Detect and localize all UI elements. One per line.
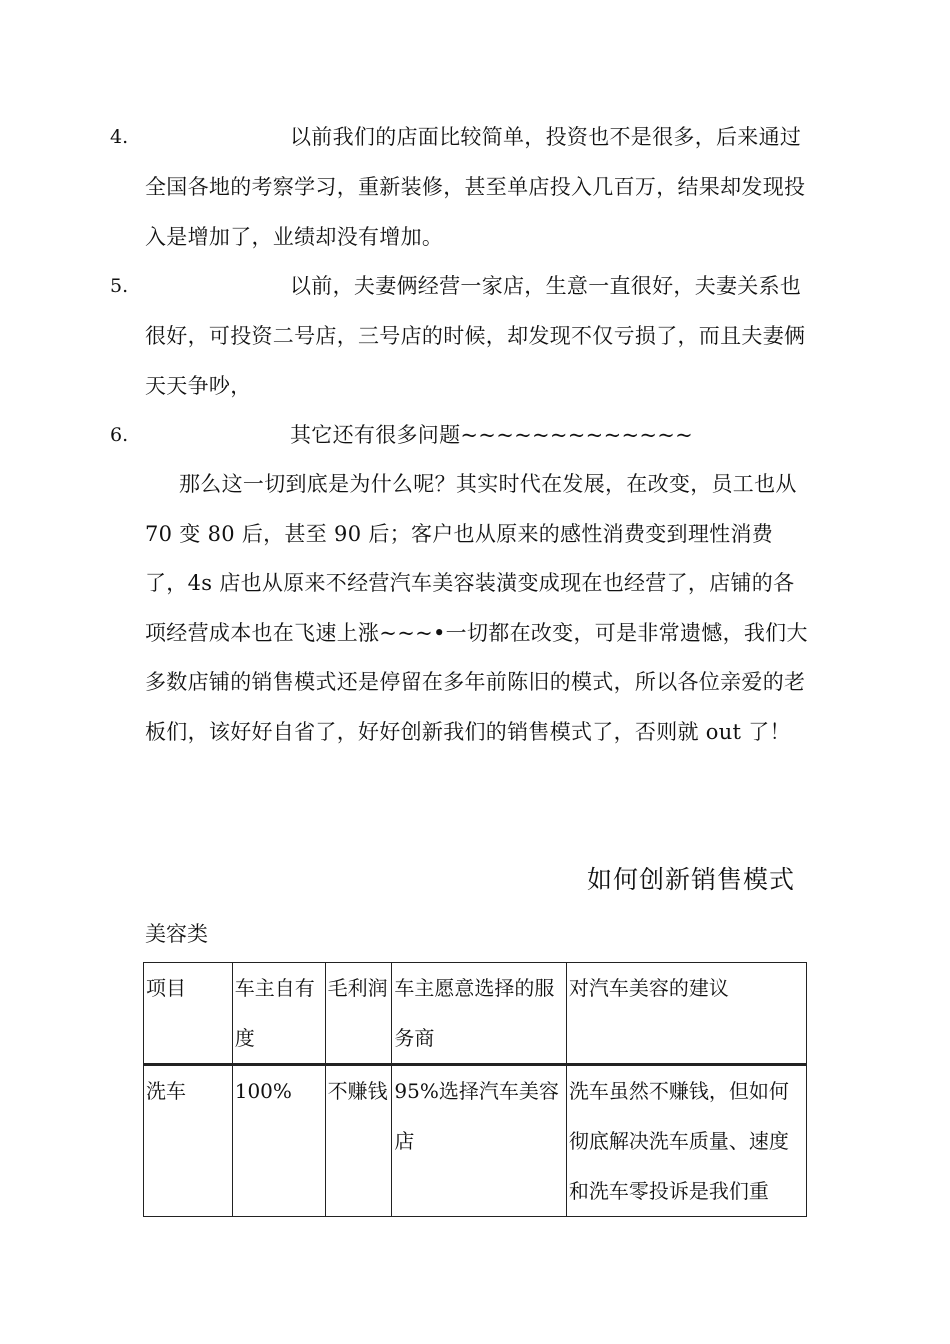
list-item-6-first-line: 其它还有很多问题~~~~~~~~~~~~~ bbox=[290, 423, 694, 447]
category-label: 美容类 bbox=[145, 922, 208, 946]
list-item-4-first-line: 以前我们的店面比较简单，投资也不是很多，后来通 bbox=[290, 125, 780, 149]
list-item-6 bbox=[145, 410, 815, 460]
list-item-5-rest: 也很好，可投资二号店，三号店的时候，却发现不仅亏损了，而且夫妻俩天天争吵， bbox=[145, 274, 806, 398]
list-item-5-first-line: 以前，夫妻俩经营一家店，生意一直很好，夫妻关系 bbox=[290, 274, 780, 298]
list-number-6: 6. bbox=[110, 424, 129, 446]
header-cell-gross-profit: 毛利润 bbox=[325, 963, 392, 1065]
list-item-5 bbox=[145, 261, 815, 411]
section-heading: 如何创新销售模式 bbox=[586, 865, 795, 894]
cell-preferred-provider: 95%选择汽车美容店 bbox=[392, 1065, 566, 1217]
table-row bbox=[144, 1065, 807, 1217]
header-cell-item: 项目 bbox=[144, 963, 233, 1065]
cell-suggestion: 洗车虽然不赚钱，但如何彻底解决洗车质量、速度和洗车零投诉是我们重 bbox=[566, 1065, 806, 1217]
cell-gross-profit: 不赚钱 bbox=[325, 1065, 392, 1217]
list-number-5: 5. bbox=[110, 275, 129, 297]
list-item-4-rest: 过全国各地的考察学习，重新装修，甚至单店投入几百万，结果却发现投入是增加了，业绩却没有增加。 bbox=[145, 125, 806, 249]
header-cell-suggestion: 对汽车美容的建议 bbox=[566, 963, 806, 1065]
body-paragraph bbox=[145, 460, 810, 757]
cell-item: 洗车 bbox=[144, 1065, 233, 1217]
header-cell-owner-autonomy: 车主自有度 bbox=[232, 963, 325, 1065]
list-number-4: 4. bbox=[110, 126, 129, 148]
beauty-services-table bbox=[143, 962, 807, 1217]
cell-owner-autonomy: 100% bbox=[232, 1065, 325, 1217]
table-header-row bbox=[144, 963, 807, 1065]
body-paragraph-text: 那么这一切到底是为什么呢？其实时代在发展，在改变，员工也从 70 变 80 后，甚至 90 后；客户也从原来的感性消费变到理性消费了，4s 店也从原来不经营汽车美容装潢变成现在也经营了，店铺的各项经营成本也在飞速上涨~~~•一切都在改变，可是非常遗憾，我们大多数店铺的销售模式还是停留在多年前陈旧的模式，所以各位亲爱的老板们，该好好自省了，好好创新我们的销售模式了，否则就 out 了！ bbox=[145, 472, 808, 744]
header-cell-preferred-provider: 车主愿意选择的服务商 bbox=[392, 963, 566, 1065]
list-item-4 bbox=[145, 112, 815, 262]
